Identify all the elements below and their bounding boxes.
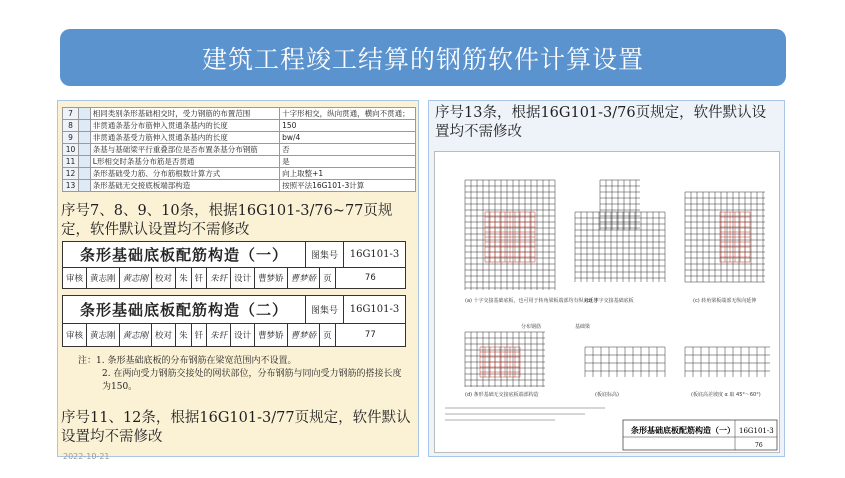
- drawing-caption-f: (板底高差坡度 α 取 45°～60°): [691, 392, 761, 398]
- drawing-code: 16G101-3: [739, 427, 774, 435]
- sign-cell: 77: [364, 330, 376, 340]
- settings-row-name: 非贯通条基受力筋伸入贯通条基内的长度: [90, 132, 279, 144]
- drawing-label-base-beam: 基础梁: [575, 324, 591, 330]
- settings-row: [63, 108, 416, 120]
- sign-cell: 曹梦娇: [288, 268, 321, 288]
- sign-cell: 钎: [192, 268, 208, 288]
- rebar-drawing: [434, 151, 780, 453]
- sign-cell: 页: [320, 324, 336, 346]
- settings-row-value[interactable]: 按照平法16G101-3计算: [280, 180, 416, 192]
- sign-cell: 朱: [176, 324, 192, 346]
- settings-row: [63, 168, 416, 180]
- caption-2-sign-row: [63, 324, 405, 346]
- settings-row-value[interactable]: 向上取整+1: [280, 168, 416, 180]
- drawing-caption-c: (c) 转角梁板端部无纵向延伸: [693, 298, 757, 304]
- sign-cell: 审核: [63, 324, 87, 346]
- left-note-2: 序号11、12条，根据16G101-3/77页规定，软件默认设置均不需修改: [61, 410, 411, 445]
- settings-row-name: 条形基础受力筋、分布筋根数计算方式: [90, 168, 279, 180]
- page-title: 建筑工程竣工结算的钢筋软件计算设置: [60, 29, 786, 86]
- settings-row-marker: [78, 144, 90, 156]
- settings-row-value[interactable]: 否: [280, 144, 416, 156]
- sign-cell: 黄志刚: [87, 268, 120, 288]
- settings-row-marker: [78, 108, 90, 120]
- settings-row-value[interactable]: 150: [280, 120, 416, 132]
- sign-cell: 钎: [192, 324, 208, 346]
- settings-row-marker: [78, 156, 90, 168]
- sign-cell: 朱: [176, 268, 192, 288]
- sign-cell: 审核: [63, 268, 87, 288]
- settings-row-name: 条形基础无交接底板端部构造: [90, 180, 279, 192]
- settings-row-value[interactable]: bw/4: [280, 132, 416, 144]
- settings-row: [63, 132, 416, 144]
- settings-row-num: 12: [63, 168, 79, 180]
- rebar-drawing-svg: [435, 152, 781, 454]
- sign-cell: 朱钎: [207, 324, 231, 346]
- sign-cell: 校对: [152, 268, 176, 288]
- settings-row-name: 条基与基础梁平行重叠部位是否布置条基分布钢筋: [90, 144, 279, 156]
- drawing-caption-b: (b) 丁字交接基础底板: [585, 298, 634, 304]
- drawing-caption-e: (板底标高): [595, 392, 619, 398]
- caption-1-code: 16G101-3: [343, 242, 405, 267]
- settings-table: [62, 107, 416, 192]
- sign-cell: 页: [320, 268, 336, 288]
- settings-row-name: 非贯通条基分布筋伸入贯通条基内的长度: [90, 120, 279, 132]
- settings-row-marker: [78, 168, 90, 180]
- drawing-page: 76: [755, 442, 763, 449]
- settings-row-num: 9: [63, 132, 79, 144]
- sign-cell: 设计: [231, 324, 255, 346]
- drawing-label-distribution: 分布钢筋: [521, 324, 542, 330]
- settings-row-value[interactable]: 十字形相交，纵向贯通，横向不贯通；: [280, 108, 416, 120]
- settings-row-num: 7: [63, 108, 79, 120]
- caption-box-1: [62, 241, 406, 289]
- sign-cell: 校对: [152, 324, 176, 346]
- settings-row-num: 11: [63, 156, 79, 168]
- date-stamp: 2022-10-21: [63, 452, 110, 461]
- settings-row-num: 13: [63, 180, 79, 192]
- footnote-1: 注：1. 条形基础底板的分布钢筋在梁宽范围内不设置。: [78, 356, 297, 366]
- sign-cell: 曹梦娇: [255, 324, 288, 346]
- sign-cell: 朱钎: [207, 268, 231, 288]
- caption-2-code: 16G101-3: [343, 296, 405, 323]
- sign-cell: 曹梦娇: [255, 268, 288, 288]
- caption-1-title: 条形基础底板配筋构造（一）: [79, 246, 288, 264]
- drawing-caption-d: (d) 条形基础无交接底板端部构造: [465, 392, 539, 398]
- left-panel: [57, 100, 419, 457]
- sign-cell: 黄志刚: [120, 324, 153, 346]
- left-note-1: 序号7、8、9、10条，根据16G101-3/76~77页规定，软件默认设置均不需修改: [61, 203, 393, 238]
- settings-row: [63, 180, 416, 192]
- sign-cell: 设计: [231, 268, 255, 288]
- settings-row: [63, 144, 416, 156]
- settings-row-marker: [78, 132, 90, 144]
- drawing-title: 条形基础底板配筋构造（一）: [631, 426, 735, 435]
- right-panel: [428, 100, 785, 457]
- settings-row-value[interactable]: 是: [280, 156, 416, 168]
- settings-row-num: 10: [63, 144, 79, 156]
- settings-row-num: 8: [63, 120, 79, 132]
- caption-box-2: [62, 295, 406, 347]
- caption-1-label: 图集号: [305, 242, 343, 267]
- footnotes: [78, 355, 408, 394]
- settings-row-name: 相同类别条形基础相交时，受力钢筋的布置范围: [90, 108, 279, 120]
- settings-row: [63, 120, 416, 132]
- caption-2-title: 条形基础底板配筋构造（二）: [79, 301, 288, 319]
- sign-cell: 黄志刚: [120, 268, 153, 288]
- sign-cell: 76: [364, 273, 376, 283]
- footnote-2: 2. 在两向受力钢筋交接处的网状部位，分布钢筋与同向受力钢筋的搭接长度为150。: [102, 369, 402, 392]
- drawing-caption-a: (a) 十字交接基础底板，也可用于转角梁板端部均有纵向延伸: [465, 298, 599, 304]
- sign-cell: 黄志刚: [87, 324, 120, 346]
- settings-row: [63, 156, 416, 168]
- sign-cell: 曹梦娇: [288, 324, 321, 346]
- caption-1-sign-row: [63, 268, 405, 288]
- settings-row-marker: [78, 120, 90, 132]
- settings-row-name: L形相交时条基分布筋是否贯通: [90, 156, 279, 168]
- caption-2-label: 图集号: [305, 296, 343, 323]
- right-note: 序号13条，根据16G101-3/76页规定，软件默认设置均不需修改: [435, 105, 767, 140]
- settings-row-marker: [78, 180, 90, 192]
